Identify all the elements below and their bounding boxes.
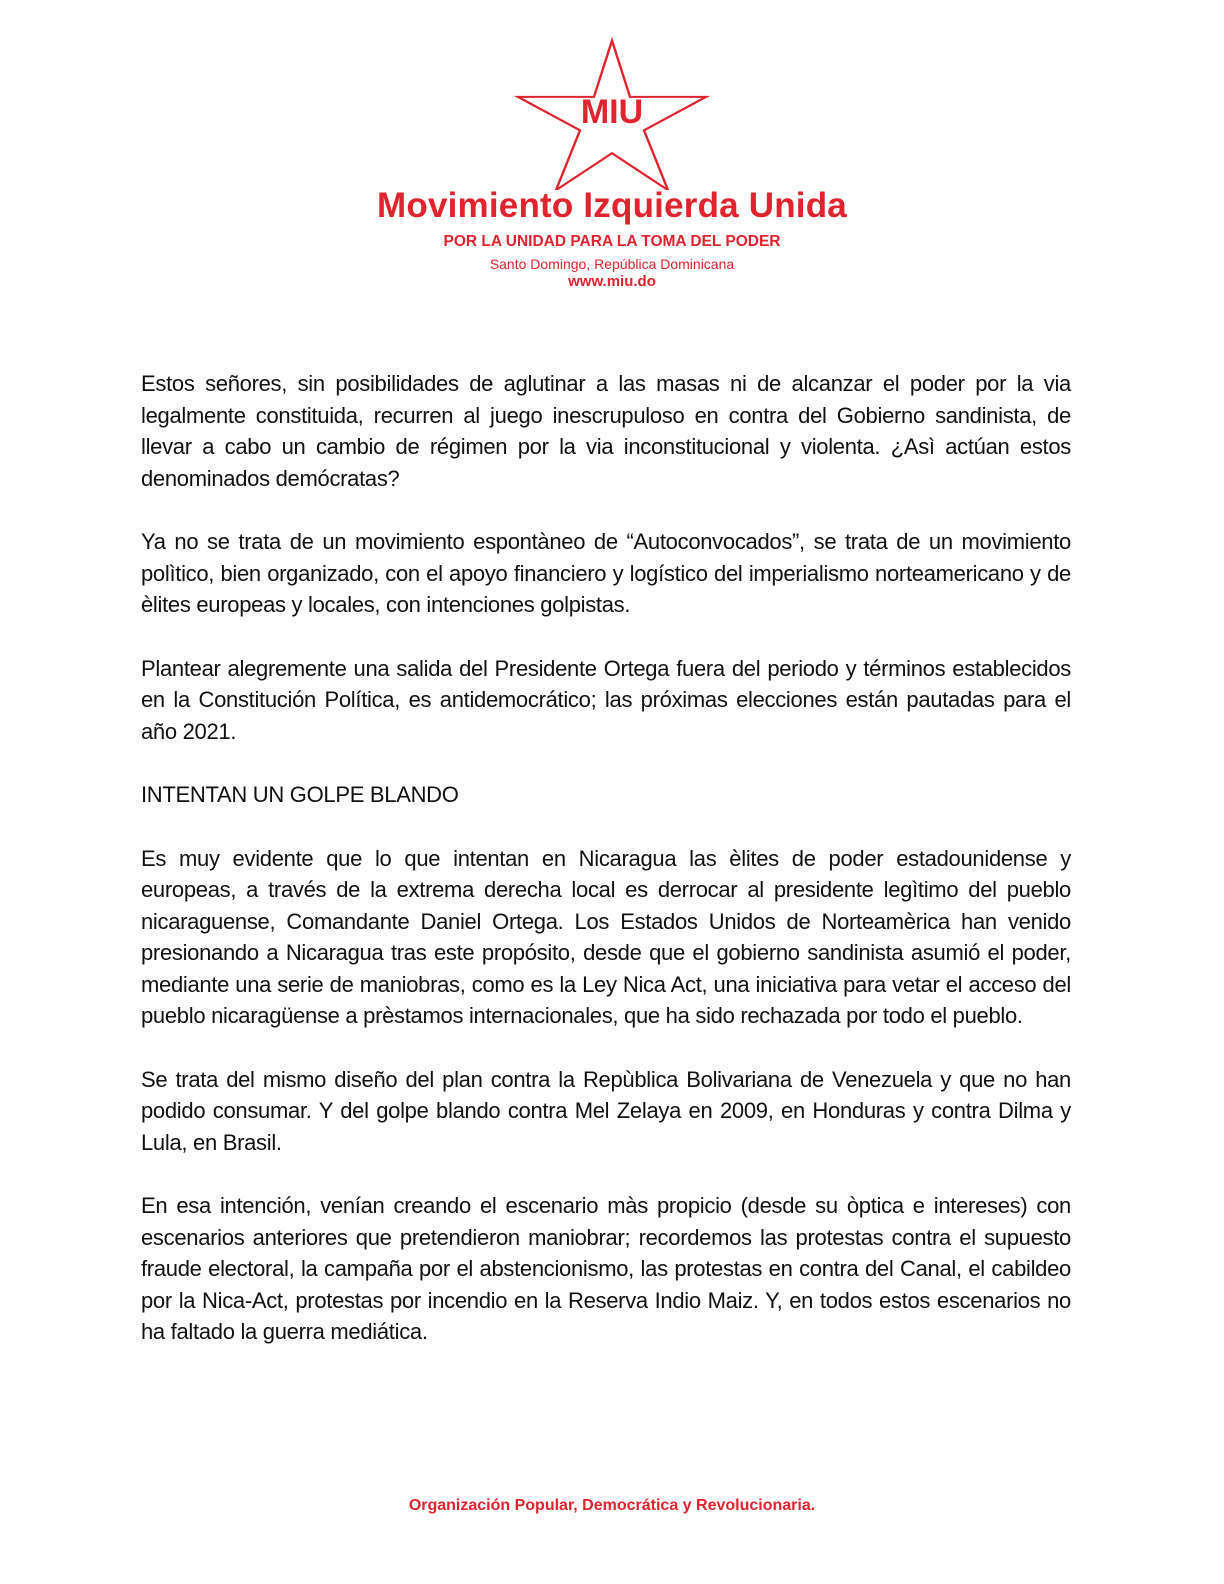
paragraph-4: Es muy evidente que lo que intentan en Nicaragua las èlites de poder estadounidense y europeas, a través de la extrema derecha local es derrocar al presidente legìtimo del pueblo nicaraguense, Comandante Daniel Ortega. Los Estados Unidos de Norteamèrica han venido presionando a Nicaragua tras este propósito, desde que el gobierno sandinista asumió el poder, mediante una serie de maniobras, como es la Ley Nica Act, una iniciativa para vetar el acceso del pueblo nicaragüense a prèstamos internacionales, que ha sido rechazada por todo el pueblo.: [141, 845, 1071, 1028]
slogan: POR LA UNIDAD PARA LA TOMA DEL PODER: [443, 233, 781, 250]
paragraph-3: Plantear alegremente una salida del Presidente Ortega fuera del periodo y términos establecidos en la Constitución Política, es antidemocrático; las próximas elecciones están pautadas para el año 2021.: [141, 655, 1071, 744]
paragraph-2: Ya no se trata de un movimiento espontàneo de “Autoconvocados”, se trata de un movimiento polìtico, bien organizado, con el apoyo financiero y logístico del imperialismo norteamericano y de èlites europeas y locales, con intenciones golpistas.: [141, 529, 1071, 617]
logo-text: MIU: [580, 93, 644, 131]
paragraph-1: Estos señores, sin posibilidades de aglutinar a las masas ni de alcanzar el poder por la via legalmente constituida, recurren al juego inescrupuloso en contra del Gobierno sandinista, de llevar a cabo un cambio de régimen por la via inconstitucional y violenta. ¿Asì actúan estos denominados demócratas?: [141, 371, 1071, 491]
document-body: [141, 368, 1071, 1380]
paragraph-5: Se trata del mismo diseño del plan contra la Repùblica Bolivariana de Venezuela y que no han podido consumar. Y del golpe blando contra Mel Zelaya en 2009, en Honduras y contra Dilma y Lula, en Brasil.: [141, 1066, 1071, 1155]
footer-tagline: Organización Popular, Democrática y Revolucionaria.: [408, 1497, 816, 1514]
paragraph-6: En esa intención, venían creando el escenario màs propicio (desde su òptica e intereses) con escenarios anteriores que pretendieron maniobrar; recordemos las protestas contra el supuesto fraude electoral, la campaña por el abstencionismo, las protestas en contra del Canal, el cabildeo por la Nica-Act, protestas por incendio en la Reserva Indio Maiz. Y, en todos estos escenarios no ha faltado la guerra mediática.: [141, 1193, 1071, 1344]
organization-name: Movimiento Izquierda Unida: [377, 186, 847, 225]
star-outline-icon: [512, 30, 712, 190]
location: Santo Domingo, República Dominicana: [489, 256, 735, 272]
section-heading: INTENTAN UN GOLPE BLANDO: [141, 782, 459, 807]
website-link[interactable]: www.miu.do: [568, 273, 656, 290]
letterhead: [0, 30, 1224, 190]
